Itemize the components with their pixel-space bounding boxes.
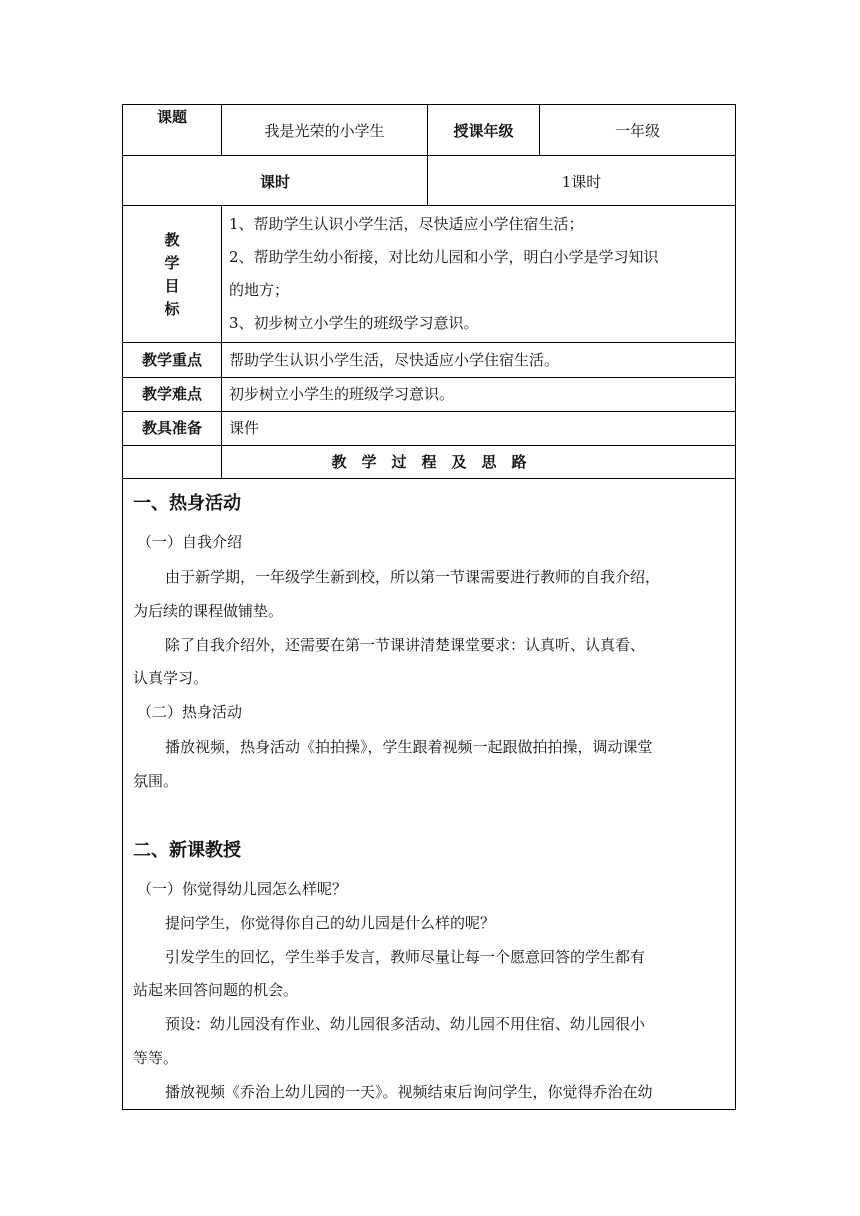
paragraph-line: 站起来回答问题的机会。 (133, 981, 299, 999)
row-divider (123, 478, 735, 479)
materials-label: 教具准备 (141, 419, 202, 437)
key-point-label: 教学重点 (141, 351, 202, 369)
period-value: 1课时 (561, 173, 602, 191)
process-title: 教 学 过 程 及 思 路 (331, 453, 527, 471)
goal-line: 1、帮助学生认识小学生活，尽快适应小学住宿生活； (229, 215, 584, 233)
paragraph-line: 氛围。 (133, 772, 179, 790)
section2-sub1: （一）你觉得幼儿园怎么样呢？ (137, 880, 348, 898)
row-divider (123, 205, 735, 206)
grade-label: 授课年级 (453, 122, 514, 140)
row-divider (123, 155, 735, 156)
paragraph-line: 等等。 (133, 1049, 179, 1067)
materials-value: 课件 (229, 419, 260, 437)
paragraph-line: 播放视频《乔治上幼儿园的一天》。视频结束后询问学生，你觉得乔治在幼 (165, 1083, 653, 1101)
paragraph-line: 预设：幼儿园没有作业、幼儿园很多活动、幼儿园不用住宿、幼儿园很小 (165, 1015, 646, 1033)
goals-label-char: 目 (164, 277, 180, 295)
section1-title: 一、热身活动 (133, 493, 241, 514)
period-label: 课时 (259, 173, 290, 191)
goals-label (123, 229, 221, 321)
goals-label-char: 标 (164, 300, 180, 318)
goals-label-char: 学 (164, 254, 180, 272)
difficulty-label: 教学难点 (141, 385, 202, 403)
grade-value: 一年级 (614, 122, 660, 140)
key-point-value: 帮助学生认识小学生活，尽快适应小学住宿生活。 (229, 351, 560, 369)
paragraph-line: 由于新学期，一年级学生新到校，所以第一节课需要进行教师的自我介绍， (165, 568, 661, 586)
row-divider (123, 377, 735, 378)
goals-label-char: 教 (164, 231, 180, 249)
topic-label: 课题 (156, 108, 187, 126)
lesson-plan-table (122, 104, 736, 1110)
paragraph-line: 为后续的课程做铺垫。 (133, 602, 284, 620)
row-divider (123, 411, 735, 412)
paragraph-line: 播放视频，热身活动《拍拍操》，学生跟着视频一起跟做拍拍操，调动课堂 (165, 738, 653, 756)
goal-line: 3、初步树立小学生的班级学习意识。 (229, 314, 479, 332)
paragraph-line: 除了自我介绍外，还需要在第一节课讲清楚课堂要求：认真听、认真看、 (165, 636, 646, 654)
paragraph-line: 引发学生的回忆，学生举手发言，教师尽量让每一个愿意回答的学生都有 (165, 948, 646, 966)
row-divider (123, 342, 735, 343)
section2-title: 二、新课教授 (133, 840, 241, 861)
row-divider (123, 445, 735, 446)
paragraph-line: 认真学习。 (133, 669, 209, 687)
goal-line: 2、帮助学生幼小衔接，对比幼儿园和小学，明白小学是学习知识 (229, 248, 659, 266)
paragraph-line: 提问学生，你觉得你自己的幼儿园是什么样的呢？ (165, 914, 496, 932)
goal-line: 的地方； (229, 281, 290, 299)
section1-sub2: （二）热身活动 (137, 703, 243, 721)
difficulty-value: 初步树立小学生的班级学习意识。 (229, 385, 455, 403)
topic-value: 我是光荣的小学生 (264, 122, 385, 140)
col-divider (221, 205, 222, 478)
section1-sub1: （一）自我介绍 (137, 533, 243, 551)
